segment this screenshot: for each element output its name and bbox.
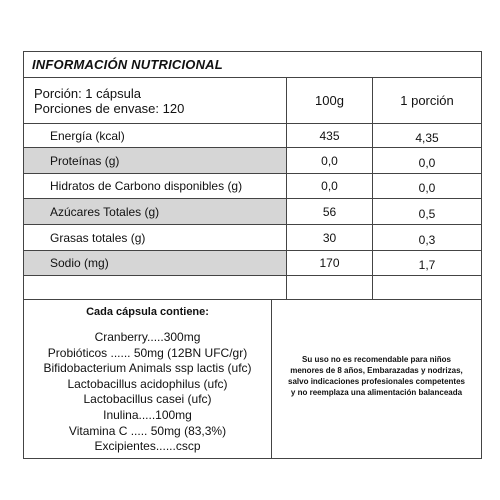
empty-cell bbox=[286, 276, 372, 299]
ingredient-line: Lactobacillus casei (ufc) bbox=[83, 392, 212, 407]
value-100g: 0,0 bbox=[286, 148, 372, 173]
empty-row bbox=[24, 276, 481, 300]
warning-box bbox=[272, 300, 481, 458]
capsule-info-section bbox=[24, 300, 481, 458]
ingredient-list bbox=[24, 330, 271, 455]
table-row bbox=[24, 199, 481, 225]
ingredient-line: Bifidobacterium Animals ssp lactis (ufc) bbox=[43, 361, 252, 376]
col-header-portion: 1 porción bbox=[372, 78, 481, 123]
nutrient-label: Grasas totales (g) bbox=[50, 230, 146, 245]
empty-cell bbox=[24, 276, 286, 299]
ingredient-line: Lactobacillus acidophilus (ufc) bbox=[67, 376, 228, 391]
serving-size: Porción: 1 cápsula bbox=[34, 85, 141, 101]
capsule-composition bbox=[24, 300, 272, 458]
value-100g: 435 bbox=[286, 124, 372, 147]
nutrient-label: Proteínas (g) bbox=[24, 148, 286, 173]
value-100g: 56 bbox=[286, 199, 372, 224]
ingredient-line: Excipientes......cscp bbox=[94, 439, 201, 454]
value-100g: 30 bbox=[286, 225, 372, 250]
value-100g: 170 bbox=[286, 251, 372, 275]
value-portion: 1,7 bbox=[372, 251, 481, 275]
value-portion: 4,35 bbox=[372, 124, 481, 147]
ingredient-line: Probióticos ...... 50mg (12BN UFC/gr) bbox=[47, 345, 248, 360]
panel-title: INFORMACIÓN NUTRICIONAL bbox=[24, 52, 481, 78]
value-portion: 0,0 bbox=[372, 174, 481, 198]
col-header-100g: 100g bbox=[286, 78, 372, 123]
ingredient-line: Cranberry.....300mg bbox=[94, 330, 201, 344]
ingredient-line: Inulina.....100mg bbox=[103, 407, 192, 422]
servings-per-container: Porciones de envase: 120 bbox=[34, 100, 185, 116]
warning-text: Su uso no es recomendable para niños menores de 8 años, Embarazadas y nodrizas, salvo indicaciones profesionales competentes y no reemplaza una alimentación balanceada bbox=[288, 355, 465, 397]
value-portion: 0,3 bbox=[372, 225, 481, 250]
table-row bbox=[24, 225, 481, 251]
nutrient-label: Hidratos de Carbono disponibles (g) bbox=[50, 179, 243, 193]
value-portion: 0,0 bbox=[372, 148, 481, 173]
nutrient-label: Sodio (mg) bbox=[24, 251, 286, 275]
capsule-heading: Cada cápsula contiene: bbox=[86, 306, 209, 318]
nutrition-facts-panel bbox=[23, 51, 482, 459]
nutrient-label: Azúcares Totales (g) bbox=[24, 199, 286, 224]
header-row bbox=[24, 78, 481, 124]
value-100g: 0,0 bbox=[286, 174, 372, 198]
ingredient-line: Vitamina C ..... 50mg (83,3%) bbox=[68, 423, 227, 438]
empty-cell bbox=[372, 276, 481, 299]
table-row bbox=[24, 174, 481, 199]
table-row bbox=[24, 251, 481, 276]
value-portion: 0,5 bbox=[372, 199, 481, 224]
nutrient-label: Energía (kcal) bbox=[50, 128, 125, 143]
serving-info bbox=[24, 78, 286, 123]
table-row bbox=[24, 148, 481, 174]
table-row bbox=[24, 124, 481, 148]
